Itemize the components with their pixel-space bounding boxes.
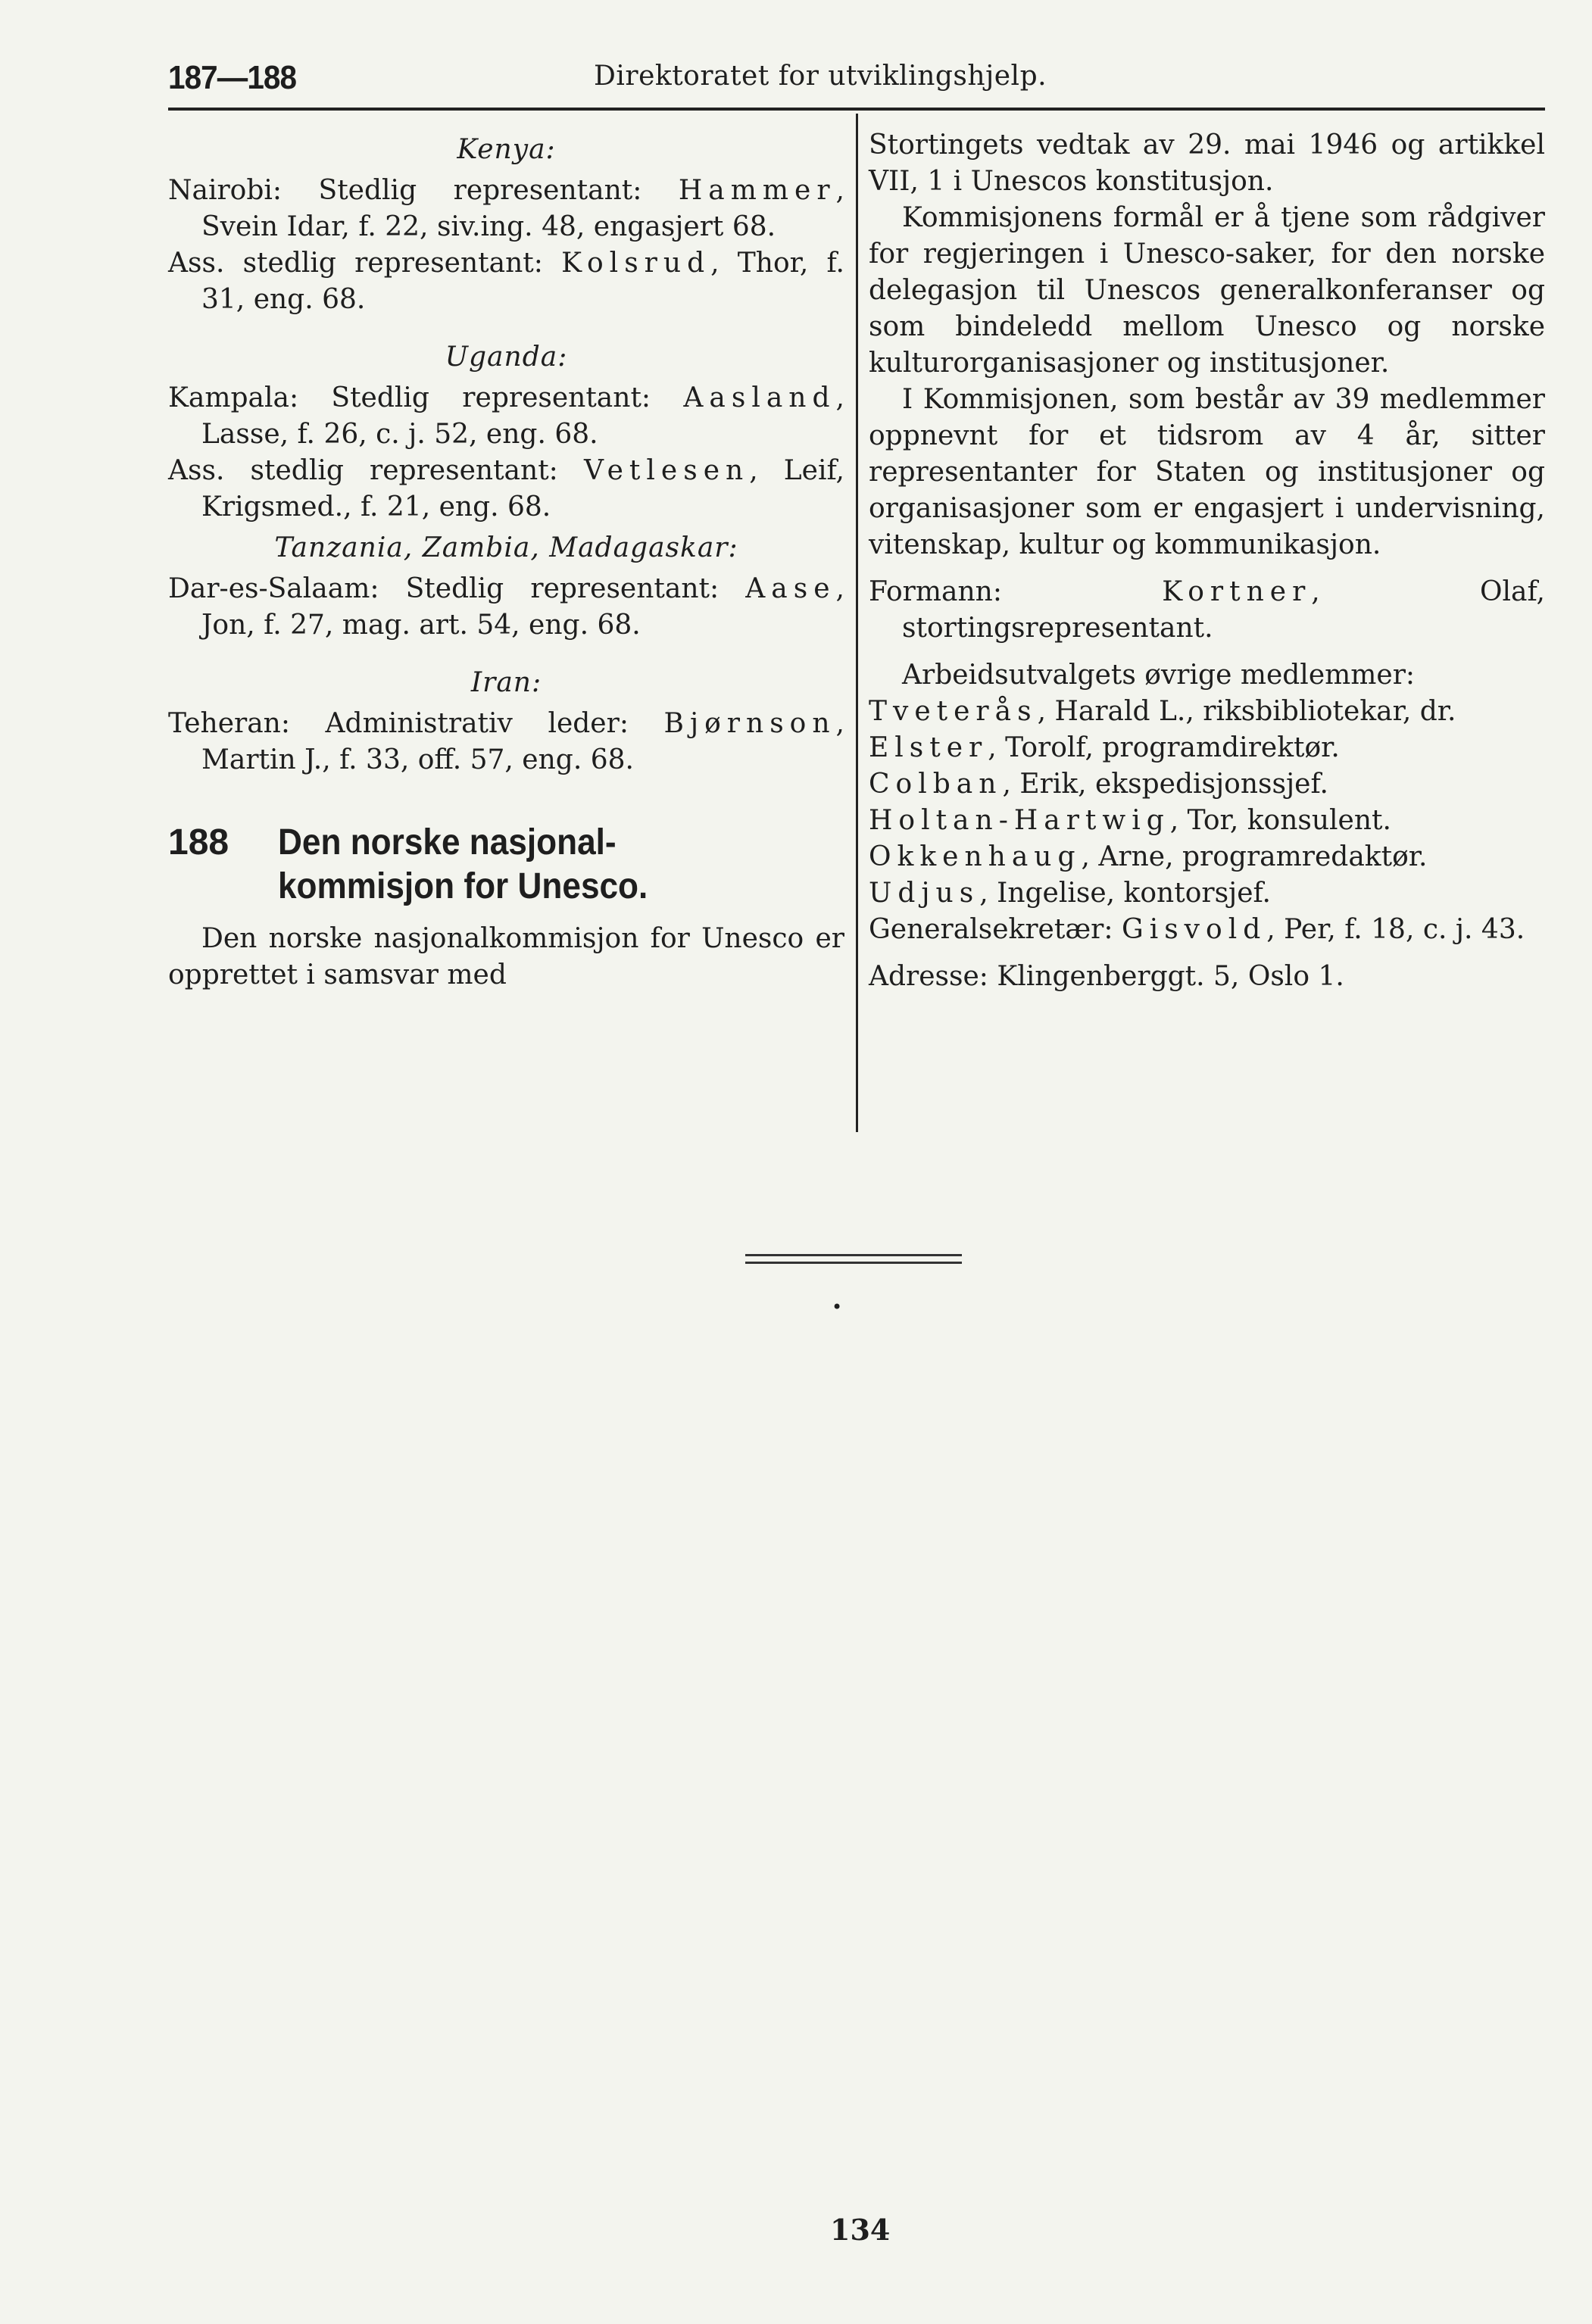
section-heading-tanzania: Tanzania, Zambia, Madagaskar: [274,532,738,563]
entry-label: Kampala: Stedlig representant: [168,382,684,413]
entry-details: , Svein Idar, f. 22, siv.ing. 48, engasjert 68. [201,175,844,242]
member-entry [869,730,1545,766]
member-name: Udjus [869,878,980,909]
left-column [168,127,844,994]
paragraph-members: I Kommisjonen, som består av 39 medlemmer oppnevnt for et tidsrom av 4 år, sitter representanter for Staten og institusjoner og organisasjoner som er engasjert i undervisning, vitenskap, kultur og kommunikasjon. [869,384,1545,560]
section-title-line1: Den norske nasjonal- [278,822,617,863]
end-rule-bottom [745,1262,962,1264]
member-details: , Ingelise, kontorsjef. [979,878,1272,909]
entry-name: Hammer [678,175,836,206]
end-rule-top [745,1254,962,1256]
entry-teheran [168,706,844,778]
entry-name: Aasland [683,382,836,413]
member-entry [869,694,1545,730]
section-heading-kenya: Kenya: [457,134,556,165]
entry-name: Aase [745,573,836,604]
entry-kampala-ass [168,453,844,526]
entry-name: Vetlesen [583,455,750,486]
member-entry [869,875,1545,912]
section-188-intro: Den norske nasjonalkommisjon for Unesco er opprettet i samsvar med [168,923,844,990]
paragraph-purpose: Kommisjonens formål er å tjene som rådgiver for regjeringen i Unesco-saker, for den norske delegasjon til Unescos generalkonferanser og som bindeledd mellom Unesco og norske kulturorganisasjoner og institusjoner. [869,202,1545,379]
page-number: 134 [830,2213,891,2247]
section-heading-iran: Iran: [470,667,542,698]
member-entry [869,839,1545,875]
member-details: , Erik, ekspedisjonssjef. [1002,769,1328,800]
paragraph-continuation: Stortingets vedtak av 29. mai 1946 og artikkel VII, 1 i Unescos konstitusjon. [869,129,1545,197]
entry-name: Kortner [1162,576,1312,607]
member-details: , Harald L., riksbibliotekar, dr. [1037,696,1456,727]
ink-mark: • [832,1296,843,1318]
section-title-line2: kommisjon for Unesco. [278,866,648,906]
member-name: Tveterås [869,696,1038,727]
entry-label: Ass. stedlig representant: [168,455,584,486]
member-entry [869,766,1545,803]
column-divider [856,114,858,1132]
member-name: Elster [869,732,988,763]
section-title [278,821,648,909]
running-title: Direktoratet for utviklingshjelp. [594,61,1047,92]
entry-details: , Thor, f. 31, eng. 68. [201,248,844,315]
address-line: Adresse: Klingenberggt. 5, Oslo 1. [869,961,1344,992]
entry-name: Bjørnson [663,708,836,739]
entry-nairobi [168,173,844,245]
header-rule [168,108,1545,111]
member-entry [869,803,1545,839]
entry-details: , Olaf, stortingsrepresentant. [902,576,1545,644]
entry-label: Nairobi: Stedlig representant: [168,175,679,206]
member-name: Colban [869,769,1003,800]
entry-label: Formann: [869,576,1163,607]
section-heading-uganda: Uganda: [445,342,568,373]
member-details: , Torolf, programdirektør. [988,732,1340,763]
entry-nairobi-ass [168,245,844,318]
page-range: 187—188 [168,59,297,96]
entry-kampala [168,380,844,453]
entry-details: , Jon, f. 27, mag. art. 54, eng. 68. [201,573,844,641]
entry-dar-es-salaam [168,571,844,644]
entry-details: , Per, f. 18, c. j. 43. [1266,914,1525,945]
entry-secretary-general [869,912,1545,948]
entry-details: , Martin J., f. 33, off. 57, eng. 68. [201,708,844,775]
member-name: Okkenhaug [869,841,1082,872]
entry-name: Gisvold [1121,914,1267,945]
member-name: Holtan-Hartwig [869,805,1170,836]
entry-chairman [869,574,1545,647]
section-188-heading [168,821,844,909]
entry-name: Kolsrud [561,248,711,279]
entry-label: Generalsekretær: [869,914,1122,945]
entry-label: Teheran: Administrativ leder: [168,708,664,739]
entry-label: Ass. stedlig representant: [168,248,562,279]
right-column [869,127,1545,995]
section-number: 188 [168,822,229,863]
committee-heading: Arbeidsutvalgets øvrige medlemmer: [902,660,1416,691]
entry-details: , Lasse, f. 26, c. j. 52, eng. 68. [201,382,844,450]
entry-details: , Leif, Krigsmed., f. 21, eng. 68. [201,455,844,523]
member-details: , Arne, programredaktør. [1081,841,1428,872]
member-details: , Tor, konsulent. [1169,805,1391,836]
entry-label: Dar-es-Salaam: Stedlig representant: [168,573,746,604]
